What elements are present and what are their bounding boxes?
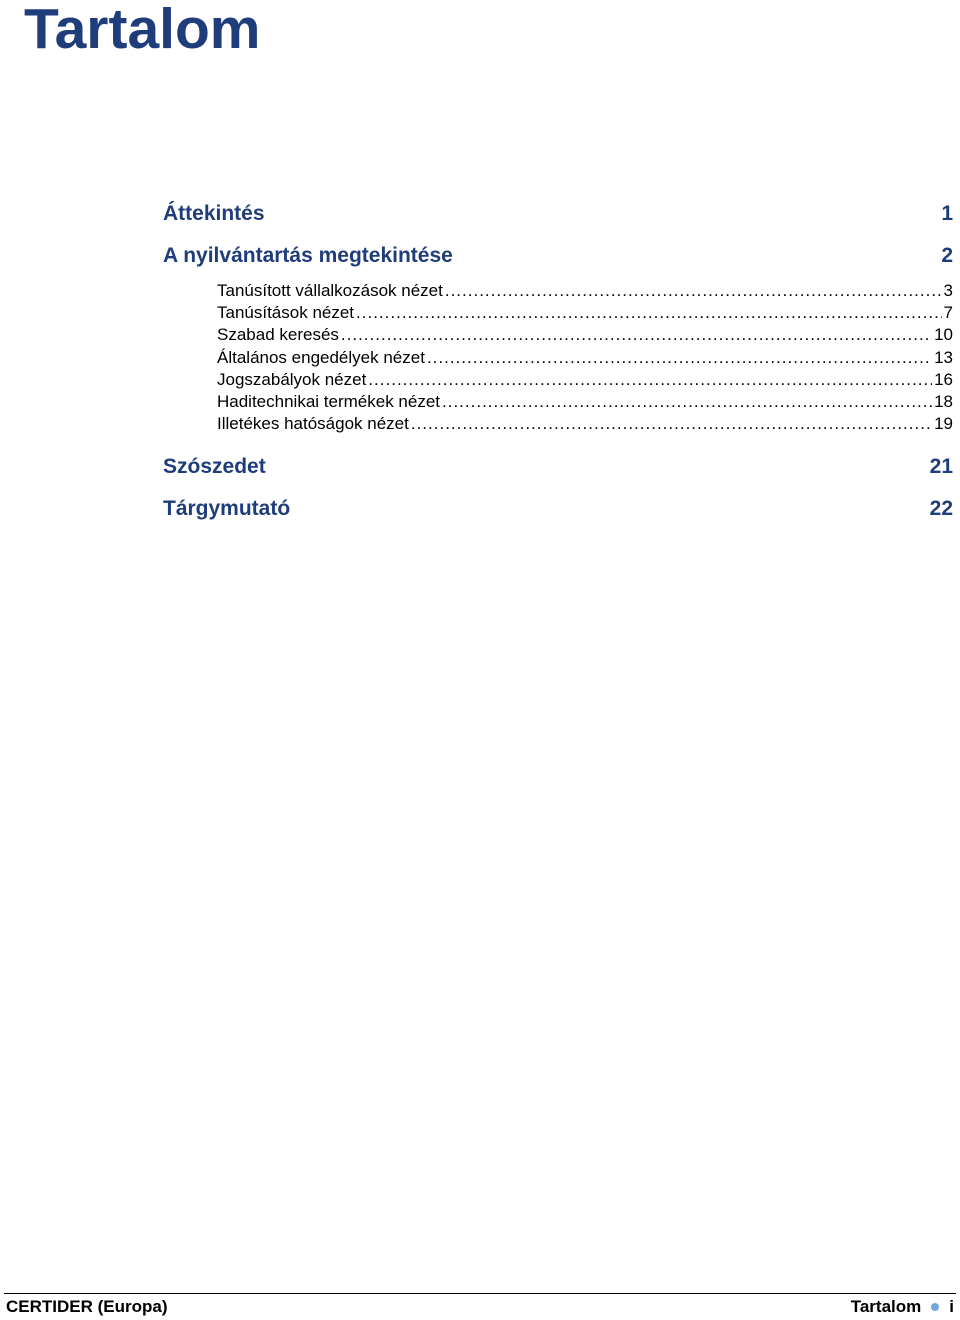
- table-of-contents: [163, 196, 955, 533]
- toc-entry[interactable]: [217, 280, 955, 302]
- toc-entry-title: Tanúsítások nézet: [217, 303, 355, 323]
- toc-chapter-title: Tárgymutató: [163, 497, 291, 521]
- toc-entry[interactable]: [217, 369, 955, 391]
- page-title: Tartalom: [24, 0, 261, 61]
- footer-section: Tartalom: [850, 1297, 922, 1316]
- footer-page-number: i: [949, 1297, 954, 1316]
- toc-entry-title: Általános engedélyek nézet: [217, 347, 425, 367]
- footer-doc-title: CERTIDER (Europa): [6, 1297, 168, 1316]
- toc-subentries: [163, 280, 955, 435]
- footer-page-info: [851, 1297, 954, 1317]
- toc-entry[interactable]: [217, 347, 955, 369]
- toc-entry-title: Jogszabályok nézet: [217, 369, 367, 389]
- toc-entry-title: Illetékes hatóságok nézet: [217, 414, 409, 434]
- toc-entry-title: Szabad keresés: [217, 325, 339, 345]
- toc-entry-title: Haditechnikai termékek nézet: [217, 391, 441, 411]
- toc-entry-page: 3: [943, 281, 953, 300]
- toc-leader-dots: [427, 347, 932, 369]
- toc-entry-page: 19: [934, 414, 953, 434]
- toc-entry-page: 7: [943, 303, 953, 323]
- toc-entry[interactable]: [217, 324, 955, 346]
- toc-chapter[interactable]: [163, 449, 955, 491]
- toc-entry-page: 13: [934, 347, 953, 367]
- toc-chapter-page: 2: [941, 244, 953, 267]
- toc-chapter[interactable]: [163, 238, 955, 280]
- toc-chapter-page: 22: [929, 497, 953, 521]
- toc-leader-dots: [368, 369, 932, 391]
- toc-leader-dots: [442, 391, 932, 413]
- toc-chapter[interactable]: [163, 196, 955, 238]
- toc-chapter-page: 21: [929, 455, 953, 479]
- bullet-icon: [931, 1303, 939, 1311]
- toc-entry-page: 10: [934, 325, 953, 345]
- toc-leader-dots: [341, 324, 932, 346]
- toc-entry-title: Tanúsított vállalkozások nézet: [217, 281, 443, 300]
- footer-divider: [4, 1293, 956, 1294]
- toc-chapter-title: Szószedet: [163, 455, 266, 479]
- toc-chapter-title: Áttekintés: [163, 202, 265, 225]
- toc-entry[interactable]: [217, 302, 955, 324]
- toc-entry-page: 18: [934, 391, 953, 411]
- toc-chapter[interactable]: [163, 491, 955, 533]
- toc-entry[interactable]: [217, 413, 955, 435]
- toc-entry-page: 16: [934, 369, 953, 389]
- toc-leader-dots: [356, 302, 942, 324]
- toc-chapter-page: 1: [941, 202, 953, 225]
- toc-chapter-title: A nyilvántartás megtekintése: [163, 244, 453, 267]
- toc-entry[interactable]: [217, 391, 955, 413]
- toc-leader-dots: [445, 280, 942, 302]
- toc-leader-dots: [411, 413, 932, 435]
